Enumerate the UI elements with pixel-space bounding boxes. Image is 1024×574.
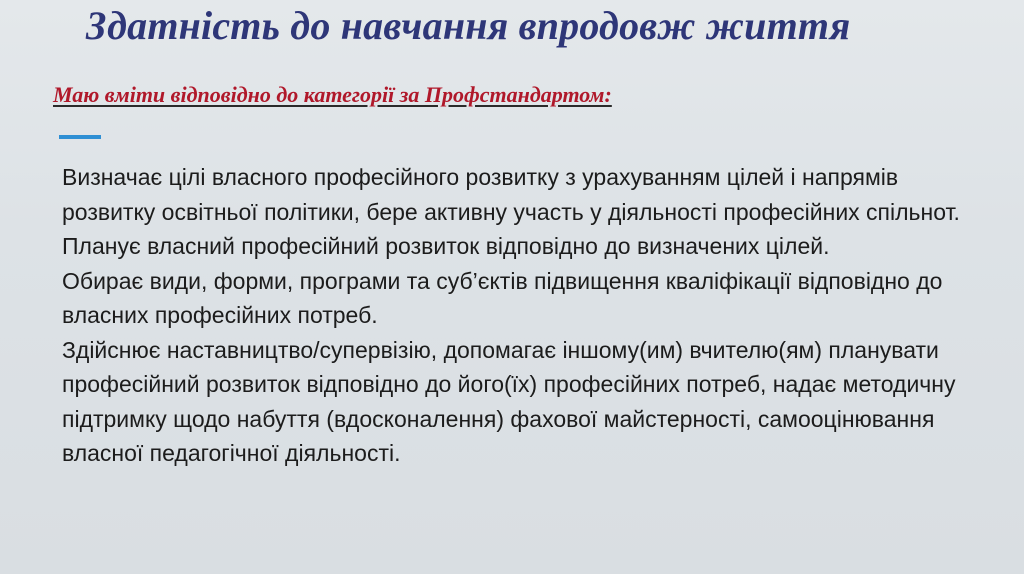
accent-dash xyxy=(59,135,101,139)
paragraph-goals: Визначає цілі власного професійного розвитку з урахуванням цілей і напрямів розвитку освітньої політики, бере активну участь у діяльності професійних спільнот. xyxy=(62,164,960,225)
paragraph-qualification: Обирає види, форми, програми та суб’єктів підвищення кваліфікації відповідно до власних професійних потреб. xyxy=(62,267,943,328)
body-text xyxy=(62,160,962,471)
slide-title: Здатність до навчання впродовж життя xyxy=(86,3,851,48)
paragraph-mentoring: Здійснює наставництво/супервізію, допомагає іншому(им) вчителю(ям) планувати професійний розвиток відповідно до його(їх) професійних потреб, надає методичну підтримку щодо набуття (вдосконалення) фахової майстерності, самооцінювання власної педагогічної діяльності. xyxy=(62,336,956,466)
slide-subtitle: Маю вміти відповідно до категорії за Профстандартом: xyxy=(53,82,612,107)
paragraph-planning: Планує власний професійний розвиток відповідно до визначених цілей. xyxy=(62,233,830,259)
